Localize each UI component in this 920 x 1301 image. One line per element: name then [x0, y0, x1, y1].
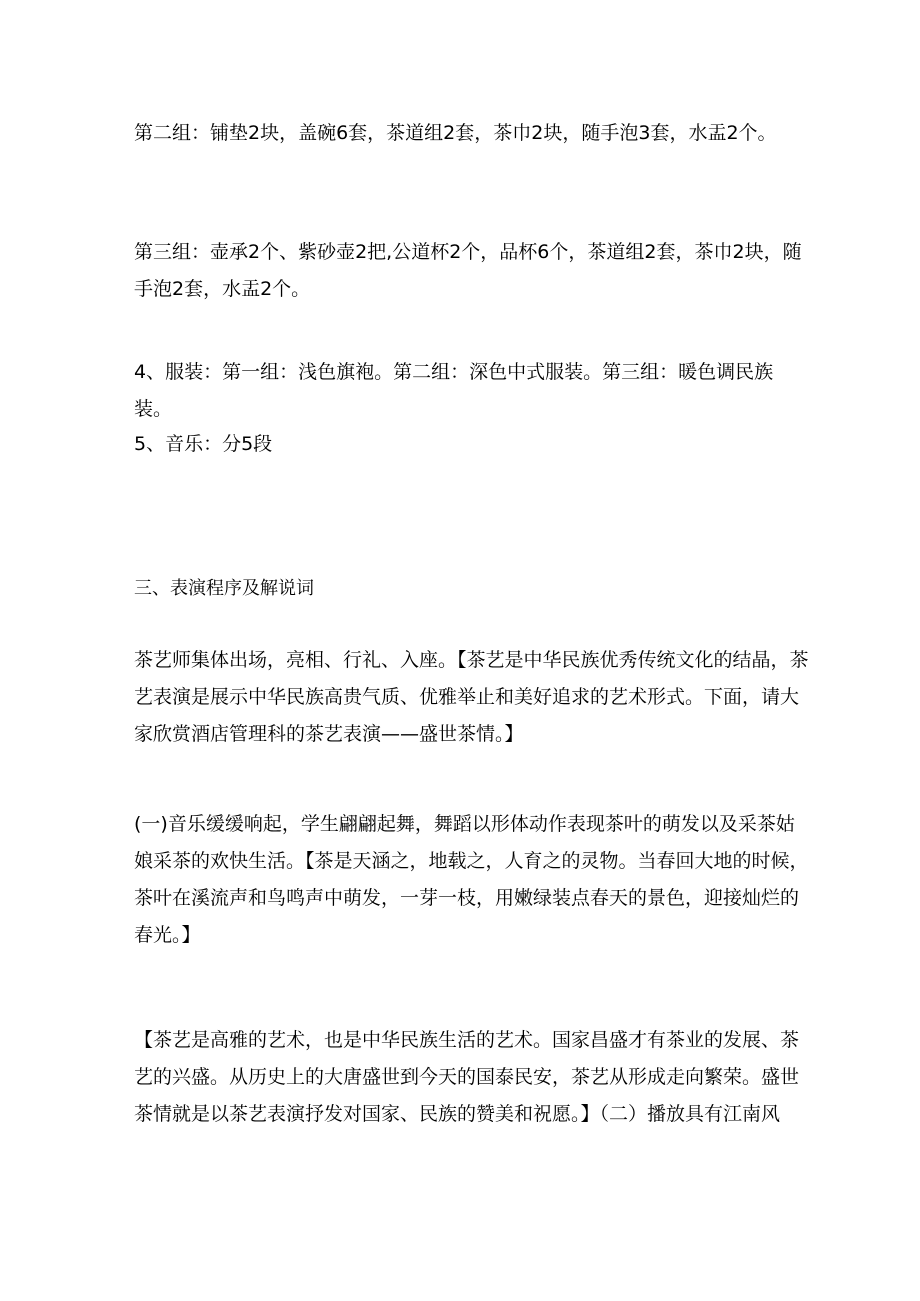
section-heading-performance: 三、表演程序及解说词	[134, 578, 314, 599]
paragraph-group3-equipment: 第三组：壶承2个、紫砂壶2把,公道杯2个，品杯6个，茶道组2套，茶巾2块，随手泡2套，水盂2个。	[134, 241, 802, 300]
paragraph-music: 5、音乐：分5段	[134, 433, 273, 455]
paragraph-tea-art-intro: 【茶艺是高雅的艺术，也是中华民族生活的艺术。国家昌盛才有茶业的发展、茶艺的兴盛。从历史上的大唐盛世到今天的国泰民安，茶艺从形成走向繁荣。盛世茶情就是以茶艺表演抒发对国家、民族的赞美和祝愿。】（二）播放具有江南风	[134, 1029, 800, 1125]
paragraph-costume: 4、服装：第一组：浅色旗袍。第二组：深色中式服装。第三组：暖色调民族装。	[134, 361, 774, 420]
paragraph-entrance: 茶艺师集体出场，亮相、行礼、入座。【茶艺是中华民族优秀传统文化的结晶，茶艺表演是展示中华民族高贵气质、优雅举止和美好追求的艺术形式。下面，请大家欣赏酒店管理科的茶艺表演——盛世茶情。】	[134, 649, 809, 745]
paragraph-part-one: (一)音乐缓缓响起，学生翩翩起舞，舞蹈以形体动作表现茶叶的萌发以及采茶姑娘采茶的欢快生活。【茶是天涵之，地载之，人育之的灵物。当春回大地的时候，茶叶在溪流声和鸟鸣声中萌发，一芽一枝，用嫩绿装点春天的景色，迎接灿烂的春光。】	[134, 813, 809, 946]
paragraph-group2-equipment: 第二组：铺垫2块，盖碗6套，茶道组2套，茶巾2块，随手泡3套，水盂2个。	[134, 122, 777, 144]
